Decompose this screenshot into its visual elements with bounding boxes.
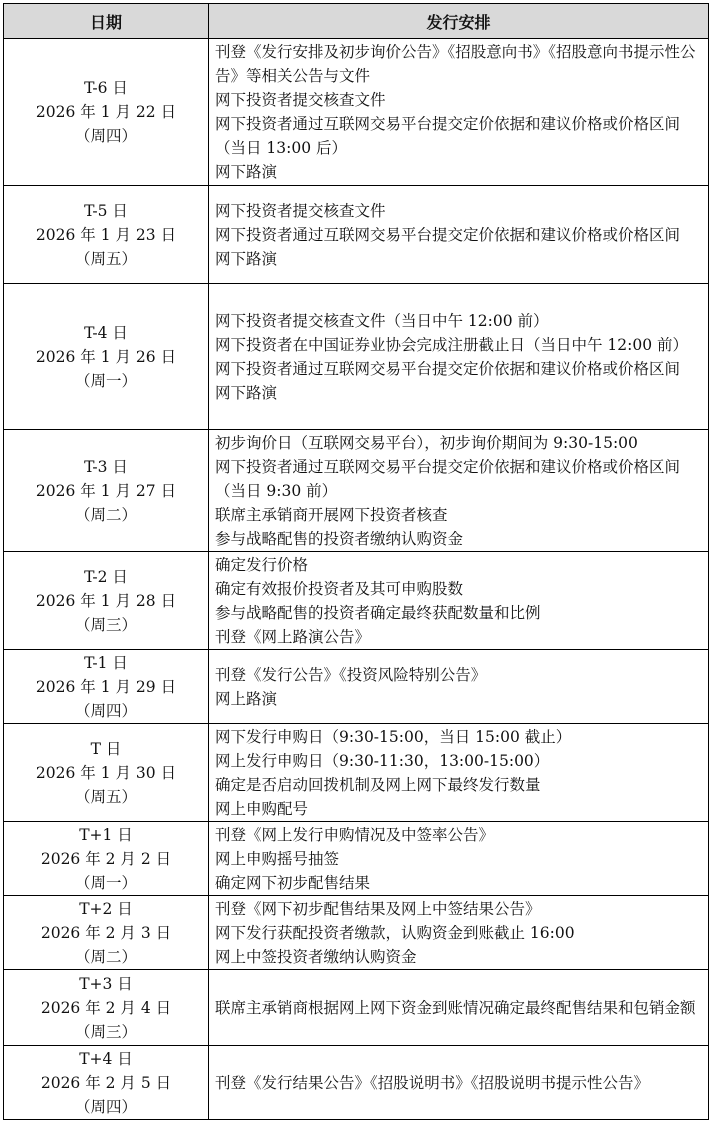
weekday-label: （周一）: [74, 371, 137, 390]
weekday-label: （周五）: [74, 787, 137, 806]
calendar-date: 2026 年 2 月 5 日: [40, 1073, 172, 1092]
arrangement-cell: [209, 896, 709, 970]
arrangement-column-header: 发行安排: [209, 4, 709, 39]
arrangement-item: 网下投资者通过互联网交易平台提交定价依据和建议价格或价格区间: [215, 359, 681, 378]
calendar-date: 2026 年 1 月 30 日: [35, 763, 177, 782]
calendar-date: 2026 年 1 月 27 日: [35, 481, 177, 500]
arrangement-cell: [209, 430, 709, 552]
table-row: [4, 284, 709, 430]
arrangement-item: 刊登《网上发行申购情况及中签率公告》: [215, 825, 495, 844]
date-cell: [4, 724, 209, 822]
trading-day-label: T-4 日: [84, 323, 128, 342]
arrangement-item: 网下路演: [215, 163, 278, 181]
calendar-date: 2026 年 1 月 28 日: [35, 591, 177, 610]
arrangement-cell: [209, 284, 709, 430]
arrangement-cell: [209, 39, 709, 186]
arrangement-item: 刊登《发行结果公告》《招股说明书》《招股说明书提示性公告》: [215, 1073, 650, 1092]
arrangement-item: 确定发行价格: [215, 555, 309, 574]
date-cell: [4, 552, 209, 650]
arrangement-item: 网下发行申购日（9:30-15:00，当日 15:00 截止）: [215, 727, 572, 746]
trading-day-label: T-1 日: [84, 653, 128, 672]
arrangement-item: 网上申购摇号抽签: [215, 849, 340, 868]
trading-day-label: T-6 日: [84, 79, 128, 97]
table-row: [4, 430, 709, 552]
date-cell: [4, 650, 209, 724]
arrangement-cell: [209, 970, 709, 1046]
arrangement-item: 网下路演: [215, 383, 278, 402]
trading-day-label: T+3 日: [79, 974, 133, 993]
date-cell: [4, 970, 209, 1046]
calendar-date: 2026 年 1 月 29 日: [35, 677, 177, 696]
trading-day-label: T+2 日: [79, 899, 133, 918]
trading-day-label: T-5 日: [84, 201, 128, 220]
trading-day-label: T-3 日: [84, 457, 128, 476]
table-row: [4, 822, 709, 896]
arrangement-item: 网下投资者通过互联网交易平台提交定价依据和建议价格或价格区间: [215, 225, 681, 244]
arrangement-item: 网下投资者提交核查文件: [215, 91, 386, 109]
arrangement-cell: [209, 1046, 709, 1120]
weekday-label: （周三）: [74, 1022, 137, 1041]
arrangement-item: 网下投资者提交核查文件（当日中午 12:00 前）: [215, 311, 549, 330]
arrangement-item: 刊登《发行安排及初步询价公告》《招股意向书》《招股意向书提示性公告》等相关公告与文件: [215, 43, 696, 85]
table-row: [4, 186, 709, 284]
arrangement-cell: [209, 552, 709, 650]
date-cell: [4, 430, 209, 552]
calendar-date: 2026 年 2 月 4 日: [40, 998, 172, 1017]
schedule-body: [4, 39, 709, 1120]
arrangement-cell: [209, 650, 709, 724]
arrangement-item: 刊登《网上路演公告》: [215, 627, 371, 646]
arrangement-item: 联席主承销商根据网上网下资金到账情况确定最终配售结果和包销金额: [215, 998, 696, 1017]
arrangement-item: 网上路演: [215, 689, 278, 708]
weekday-label: （周四）: [74, 127, 137, 145]
weekday-label: （周三）: [74, 615, 137, 634]
weekday-label: （周二）: [74, 947, 137, 966]
arrangement-item: 网上发行申购日（9:30-11:30，13:00-15:00）: [215, 751, 550, 770]
date-cell: [4, 39, 209, 186]
arrangement-item: 刊登《网下初步配售结果及网上中签结果公告》: [215, 899, 541, 918]
arrangement-cell: [209, 186, 709, 284]
date-cell: [4, 186, 209, 284]
calendar-date: 2026 年 1 月 26 日: [35, 347, 177, 366]
date-cell: [4, 822, 209, 896]
arrangement-item: 网下投资者通过互联网交易平台提交定价依据和建议价格或价格区间（当日 13:00 后）: [215, 115, 681, 157]
arrangement-item: 网下投资者在中国证券业协会完成注册截止日（当日中午 12:00 前）: [215, 335, 689, 354]
arrangement-item: 确定是否启动回拨机制及网上网下最终发行数量: [215, 775, 541, 794]
date-column-header: 日期: [4, 4, 209, 39]
arrangement-item: 确定网下初步配售结果: [215, 873, 371, 892]
table-row: [4, 39, 709, 186]
arrangement-item: 确定有效报价投资者及其可申购股数: [215, 579, 464, 598]
weekday-label: （周二）: [74, 505, 137, 524]
table-row: [4, 1046, 709, 1120]
trading-day-label: T+4 日: [79, 1049, 133, 1068]
arrangement-cell: [209, 822, 709, 896]
arrangement-cell: [209, 724, 709, 822]
table-row: [4, 896, 709, 970]
arrangement-item: 网下投资者提交核查文件: [215, 201, 386, 220]
issuance-schedule-table: [3, 3, 709, 1120]
weekday-label: （周四）: [74, 1097, 137, 1116]
trading-day-label: T+1 日: [79, 825, 133, 844]
arrangement-item: 参与战略配售的投资者缴纳认购资金: [215, 529, 464, 548]
arrangement-item: 刊登《发行公告》《投资风险特别公告》: [215, 665, 487, 684]
table-row: [4, 552, 709, 650]
arrangement-item: 网上申购配号: [215, 799, 309, 818]
arrangement-item: 网上中签投资者缴纳认购资金: [215, 947, 417, 966]
calendar-date: 2026 年 2 月 2 日: [40, 849, 172, 868]
arrangement-item: 网下投资者通过互联网交易平台提交定价依据和建议价格或价格区间（当日 9:30 前）: [215, 457, 681, 500]
calendar-date: 2026 年 1 月 23 日: [35, 225, 177, 244]
weekday-label: （周一）: [74, 873, 137, 892]
table-row: [4, 650, 709, 724]
date-cell: [4, 896, 209, 970]
calendar-date: 2026 年 2 月 3 日: [40, 923, 172, 942]
trading-day-label: T 日: [90, 739, 122, 758]
arrangement-item: 网下发行获配投资者缴款，认购资金到账截止 16:00: [215, 923, 575, 942]
date-cell: [4, 1046, 209, 1120]
arrangement-item: 参与战略配售的投资者确定最终获配数量和比例: [215, 603, 541, 622]
weekday-label: （周四）: [74, 701, 137, 720]
table-row: [4, 724, 709, 822]
table-row: [4, 970, 709, 1046]
arrangement-item: 联席主承销商开展网下投资者核查: [215, 505, 448, 524]
date-cell: [4, 284, 209, 430]
weekday-label: （周五）: [74, 249, 137, 268]
calendar-date: 2026 年 1 月 22 日: [35, 103, 177, 121]
arrangement-item: 网下路演: [215, 249, 278, 268]
arrangement-item: 初步询价日（互联网交易平台），初步询价期间为 9:30-15:00: [215, 433, 638, 452]
table-header-row: [4, 4, 709, 39]
trading-day-label: T-2 日: [84, 567, 128, 586]
